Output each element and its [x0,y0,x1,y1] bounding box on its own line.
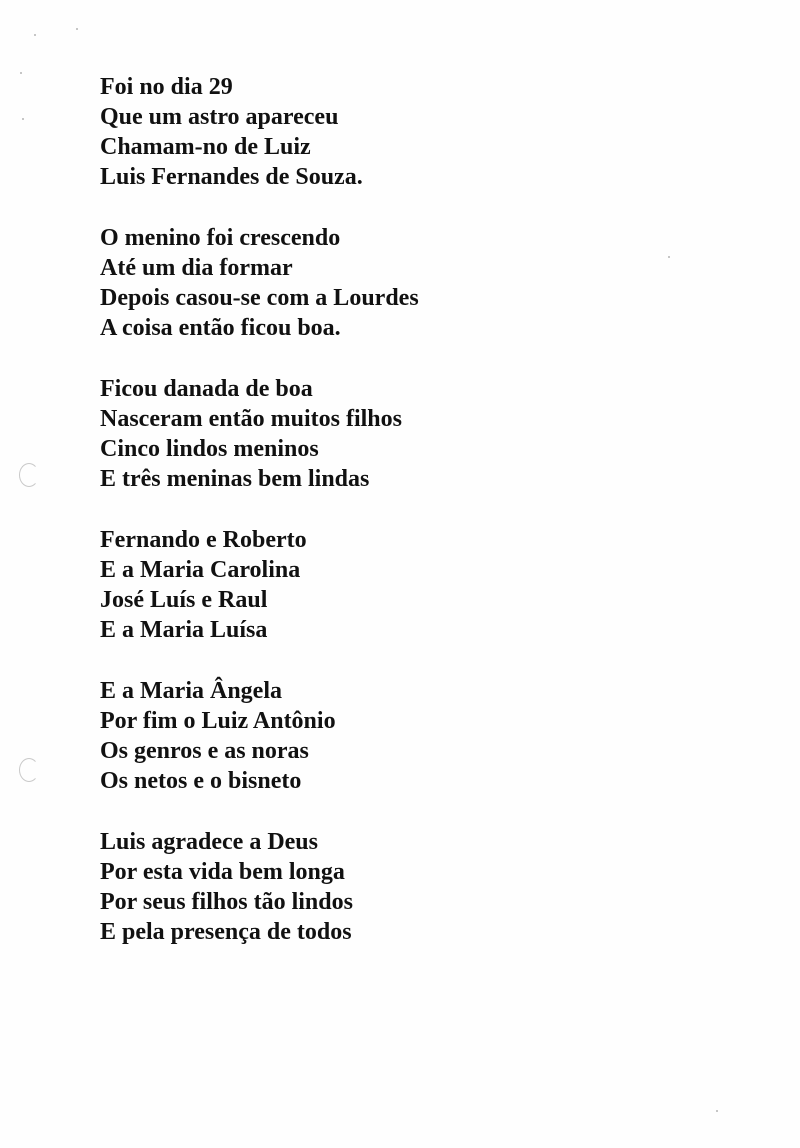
punch-hole [19,463,39,487]
poem-line: A coisa então ficou boa. [100,315,341,341]
poem [100,72,700,978]
poem-line: E três meninas bem lindas [100,466,370,492]
stanza [100,525,700,645]
poem-line: Chamam-no de Luiz [100,134,311,160]
poem-line: Os netos e o bisneto [100,768,302,794]
paper-speck [20,72,22,74]
paper-speck [716,1110,718,1112]
punch-hole [19,758,39,782]
poem-line: Fernando e Roberto [100,527,307,553]
poem-line: Nasceram então muitos filhos [100,406,402,432]
poem-line: Por seus filhos tão lindos [100,889,353,915]
poem-line: O menino foi crescendo [100,225,341,251]
paper-speck [22,118,24,120]
stanza [100,223,700,343]
poem-line: Luis agradece a Deus [100,829,318,855]
stanza [100,827,700,947]
poem-line: Por fim o Luiz Antônio [100,708,336,734]
stanza [100,676,700,796]
poem-line: Até um dia formar [100,255,293,281]
poem-line: Luis Fernandes de Souza. [100,164,363,190]
paper-speck [76,28,78,30]
poem-line: Foi no dia 29 [100,74,233,100]
poem-line: Depois casou-se com a Lourdes [100,285,419,311]
poem-line: Por esta vida bem longa [100,859,345,885]
stanza [100,72,700,192]
poem-line: José Luís e Raul [100,587,268,613]
poem-line: Que um astro apareceu [100,104,339,130]
poem-line: Cinco lindos meninos [100,436,319,462]
poem-line: E a Maria Luísa [100,617,268,643]
poem-line: Ficou danada de boa [100,376,313,402]
poem-line: E a Maria Carolina [100,557,301,583]
stanza [100,374,700,494]
poem-line: E a Maria Ângela [100,678,282,704]
poem-line: Os genros e as noras [100,738,309,764]
paper-speck [34,34,36,36]
poem-line: E pela presença de todos [100,919,352,945]
